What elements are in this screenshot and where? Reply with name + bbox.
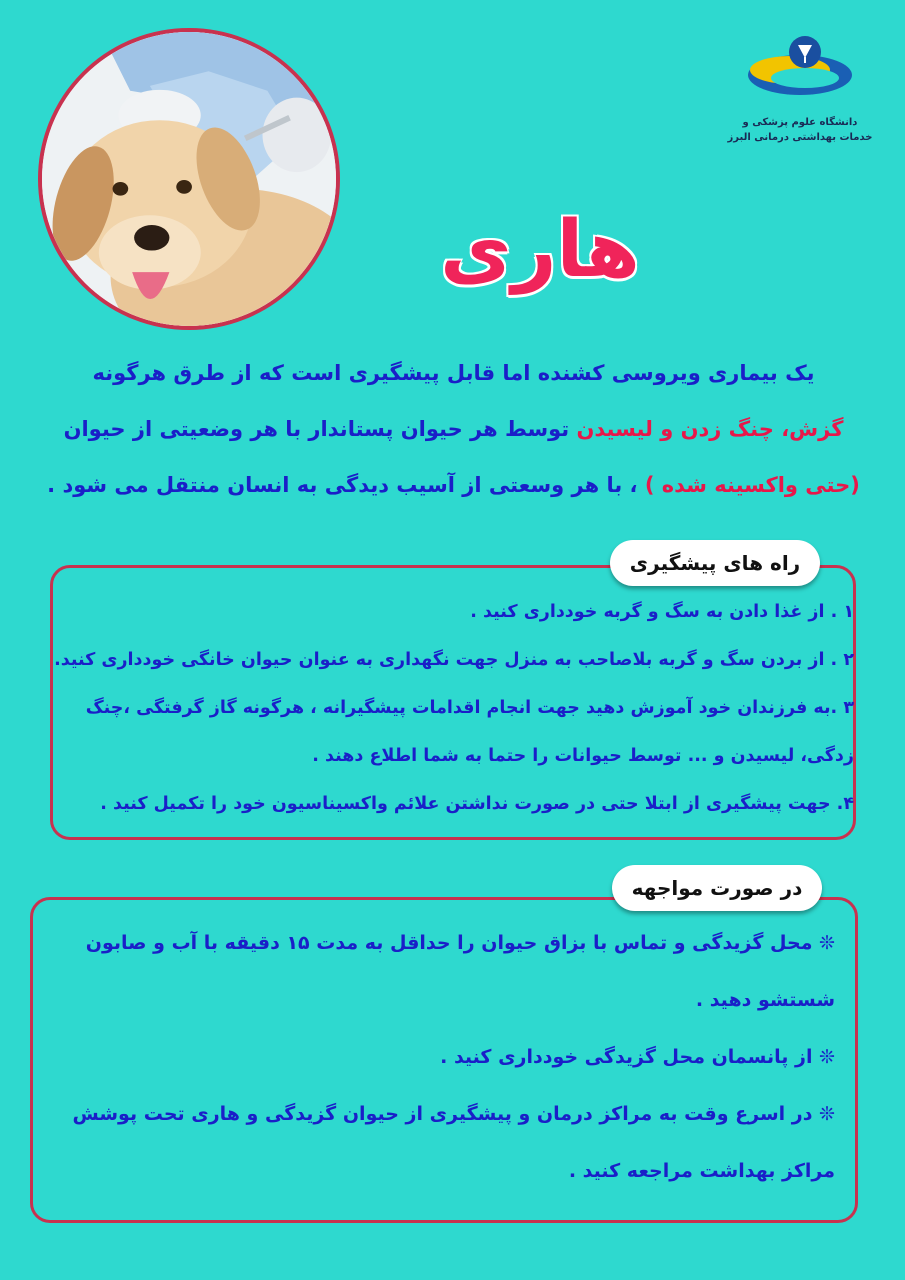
- logo-text-line1: دانشگاه علوم پزشکی و: [742, 117, 858, 128]
- prevention-list: [56, 588, 854, 828]
- list-item: ❊ محل گزیدگی و تماس با بزاق حیوان را حداقل به مدت ۱۵ دقیقه با آب و صابون: [85, 932, 835, 954]
- dog-illustration: [42, 32, 336, 326]
- list-item: ۲ . از بردن سگ و گربه بلاصاحب به منزل جهت نگهداری به عنوان حیوان خانگی خودداری کنید.: [54, 650, 854, 670]
- list-item: ۱ . از غذا دادن به سگ و گربه خودداری کنید .: [470, 602, 854, 622]
- list-item: ۳ .به فرزندان خود آموزش دهید جهت انجام اقدامات پیشگیرانه ، هرگونه گاز گرفتگی ،چنگ: [85, 698, 854, 718]
- prevention-heading: راه های پیشگیری: [610, 540, 820, 586]
- list-item: زدگی، لیسیدن و ... توسط حیوانات را حتما به شما اطلاع دهند .: [312, 746, 854, 766]
- list-item: مراکز بهداشت مراجعه کنید .: [568, 1160, 835, 1182]
- intro-paragraph: [46, 345, 861, 513]
- list-item: ❊ از پانسمان محل گزیدگی خودداری کنید .: [440, 1046, 835, 1068]
- dog-vaccination-photo: [38, 28, 340, 330]
- logo-text-line2: خدمات بهداشتی درمانی البرز: [727, 132, 873, 143]
- list-item: شستشو دهید .: [695, 989, 835, 1011]
- intro-line-3: [46, 457, 861, 513]
- intro-line-2: [46, 401, 861, 457]
- list-item: ۴. جهت پیشگیری از ابتلا حتی در صورت نداشتن علائم واکسیناسیون خود را تکمیل کنید .: [100, 794, 854, 814]
- exposure-list: [60, 915, 835, 1200]
- page-title: هاری: [440, 205, 640, 295]
- intro-line-3-rest: ، با هر وسعتی از آسیب دیدگی به انسان منتقل می شود .: [47, 473, 645, 497]
- logo-emblem-icon: [745, 30, 855, 110]
- intro-line-1: یک بیماری ویروسی کشنده اما قابل پیشگیری است که از طرق هرگونه: [92, 361, 815, 385]
- intro-line-2-rest: توسط هر حیوان پستاندار با هر وضعیتی از حیوان: [63, 417, 577, 441]
- intro-highlight-2: (حتی واکسینه شده ): [644, 473, 860, 497]
- university-name: [715, 115, 885, 145]
- intro-highlight-1: گزش، چنگ زدن و لیسیدن: [576, 417, 844, 441]
- list-item: ❊ در اسرع وقت به مراکز درمان و پیشگیری از حیوان گزیدگی و هاری تحت پوشش: [72, 1103, 835, 1125]
- exposure-heading: در صورت مواجهه: [612, 865, 822, 911]
